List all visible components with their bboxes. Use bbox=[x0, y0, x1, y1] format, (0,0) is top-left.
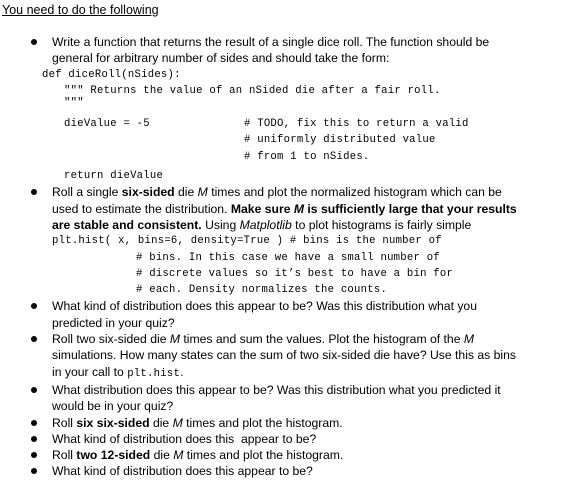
list-item bbox=[0, 415, 522, 431]
item-text: Write a function that returns the result of a single dice roll. The function should be general for arbitrary number of sides and should take the form: bbox=[52, 35, 490, 66]
bullet-icon bbox=[31, 468, 37, 474]
code-line: plt.hist( x, bins=6, density=True ) # bins is the number of bbox=[52, 235, 442, 248]
code-line: return dieValue bbox=[64, 170, 164, 183]
list-item bbox=[0, 34, 522, 184]
bullet-icon bbox=[31, 303, 37, 309]
code-block bbox=[42, 67, 522, 185]
item-text: Roll two six-sided die M times and sum the values. Plot the histogram of the M simulations. How many states can the sum of two six-sided die have? Use this as bins in your call to plt.hist. bbox=[52, 332, 517, 380]
code-line: """ Returns the value of an nSided die after a fair roll. bbox=[64, 84, 441, 97]
code-comment: # bins. In this case we have a small number of bbox=[136, 251, 440, 264]
item-text: What kind of distribution does this appear to be? bbox=[52, 431, 317, 446]
bullet-icon bbox=[31, 420, 37, 426]
item-text: What kind of distribution does this appear to be? Was this distribution what you predicted in your quiz? bbox=[52, 299, 477, 330]
heading: You need to do the following bbox=[2, 3, 159, 17]
bullet-icon bbox=[31, 452, 37, 458]
code-line: def diceRoll(nSides): bbox=[42, 68, 181, 81]
item-text: What kind of distribution does this appear to be? bbox=[52, 464, 313, 479]
item-text: Roll a single six-sided die M times and plot the normalized histogram which can be used to estimate the distribution. Make sure M is sufficiently large that your results are stable and consistent. Using Matplotlib to plot histograms is fairly simple bbox=[52, 185, 517, 232]
item-text: What distribution does this appear to be? Was this distribution what you predicted it would be in your quiz? bbox=[52, 382, 501, 414]
code-line: """ bbox=[64, 97, 84, 110]
list-item bbox=[0, 331, 522, 382]
item-text: Roll two 12-sided die M times and plot the histogram. bbox=[52, 448, 344, 463]
item-text: Roll six six-sided die M times and plot the histogram. bbox=[52, 415, 343, 430]
list-item bbox=[0, 382, 522, 415]
code-comment: # from 1 to nSides. bbox=[244, 150, 370, 163]
bullet-icon bbox=[31, 387, 37, 393]
list-item bbox=[0, 184, 522, 298]
code-comment: # discrete values so it’s best to have a bin for bbox=[136, 267, 454, 280]
code-comment: # uniformly distributed value bbox=[244, 134, 436, 147]
list-item bbox=[0, 298, 522, 331]
bullet-icon bbox=[31, 336, 37, 342]
code-comment: # TODO, fix this to return a valid bbox=[244, 118, 469, 131]
bullet-icon bbox=[31, 189, 37, 195]
task-list bbox=[0, 34, 569, 480]
bullet-icon bbox=[31, 436, 37, 442]
bullet-icon bbox=[31, 39, 37, 45]
code-comment: # each. Density normalizes the counts. bbox=[136, 284, 388, 297]
list-item bbox=[0, 447, 522, 463]
list-item bbox=[0, 431, 522, 447]
code-line: dieValue = -5 bbox=[64, 118, 150, 131]
list-item bbox=[0, 463, 522, 479]
